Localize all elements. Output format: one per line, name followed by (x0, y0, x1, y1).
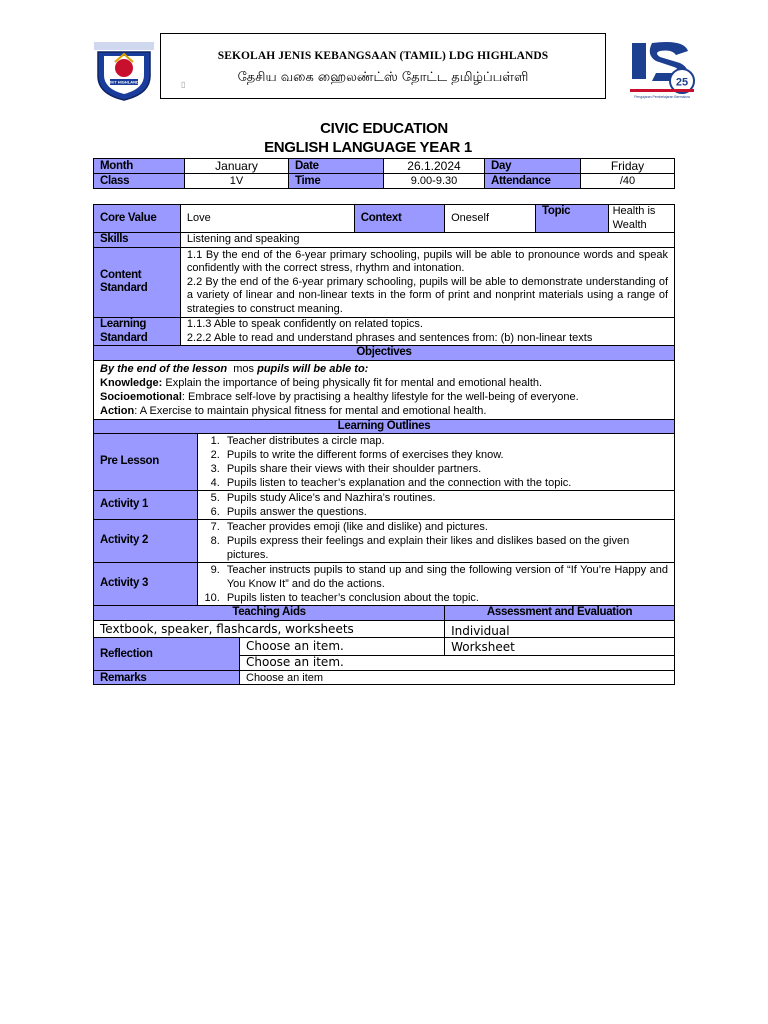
skills-label: Skills (94, 233, 181, 248)
date-value: 26.1.2024 (384, 159, 485, 174)
activity-3-label: Activity 3 (94, 563, 198, 606)
assessment-value-2: Worksheet (451, 639, 515, 654)
topic-value: Health is Wealth (612, 205, 656, 231)
core-value-label: Core Value (94, 205, 181, 233)
learning-standard-2: 2.2.2 Able to read and understand phrases and sentences from: (b) non-linear texts (186, 331, 593, 344)
objectives-heading: Objectives (94, 346, 675, 361)
list-item: 6. Pupils answer the questions. (210, 506, 367, 518)
action-text: : A Exercise to maintain physical fitness for mental and emotional health. (134, 404, 487, 417)
subject-title: CIVIC EDUCATION (320, 120, 448, 137)
skills-value: Listening and speaking (180, 233, 674, 248)
school-name-tamil: தேசிய வகை ஹைலண்ட்ஸ் தோட்ட தமிழ்ப்பள்ளி (237, 70, 529, 85)
lesson-table (93, 204, 675, 656)
teaching-aids-heading: Teaching Aids (94, 606, 445, 621)
list-item: 4. Pupils listen to teacher’s explanation and the connection with the topic. (210, 477, 572, 489)
logo-25-text: 25 (675, 76, 689, 89)
list-item: 3. Pupils share their views with their shoulder partners. (210, 463, 482, 475)
topic-value-cell (535, 205, 674, 233)
learning-outlines-heading: Learning Outlines (94, 419, 675, 434)
content-standard-1: 1.1 By the end of the 6-year primary schooling, pupils will be able to pronounce words and speak confidently with the correct stress, rhythm and intonation. (186, 248, 668, 274)
activity-3-steps (204, 563, 668, 605)
small-mark-icon: ▯ (181, 80, 186, 89)
list-item: 1. Teacher distributes a circle map. (210, 435, 385, 447)
activity-2-steps (204, 520, 668, 562)
list-item: 10. Pupils listen to teacher’s conclusion about the topic. (204, 592, 479, 604)
pre-lesson-label: Pre Lesson (94, 434, 198, 491)
socioemotional-label: Socioemotional (100, 390, 182, 403)
pre-lesson-steps (204, 434, 668, 490)
content-standard-2: 2.2 By the end of the 6-year primary schooling, pupils will be able to demonstrate understanding of a variety of linear and non-linear texts in the form of print and nonprint materials using a range of strategies to construct meaning. (186, 275, 668, 315)
day-value: Friday (581, 159, 675, 174)
school-crest (92, 40, 156, 102)
attendance-label: Attendance (485, 174, 581, 189)
month-label: Month (94, 159, 185, 174)
month-value: January (185, 159, 289, 174)
list-item: 5. Pupils study Alice’s and Nazhira’s routines. (210, 492, 436, 504)
context-label: Context (354, 205, 444, 233)
objectives-intro-c: pupils will be able to: (257, 362, 369, 375)
school-header-box (160, 33, 606, 99)
objectives-cell (94, 360, 675, 419)
assessment-value-1: Individual (451, 623, 510, 638)
knowledge-text: Explain the importance of being physically fit for mental and emotional health. (162, 376, 543, 389)
reflection-label: Reflection (94, 638, 240, 671)
action-label: Action (100, 404, 135, 417)
core-value: Love (180, 205, 354, 233)
class-title (0, 139, 768, 156)
date-label: Date (289, 159, 384, 174)
teaching-aids-value: Textbook, speaker, flashcards, worksheets (94, 620, 445, 655)
info-table (93, 158, 675, 189)
class-title-text: ENGLISH LANGUAGE YEAR 1 (264, 139, 472, 156)
context-value: Oneself (445, 205, 536, 233)
logo-caption: Pengajaran Pembelajaran Bermakna (634, 95, 690, 99)
assessment-heading: Assessment and Evaluation (445, 606, 675, 621)
crest-label: SJKT HIGHLANDS (106, 79, 142, 85)
anniversary-logo (626, 37, 698, 101)
objectives-intro-a: By the end of the lesson (100, 362, 228, 375)
learning-standard-1: 1.1.3 Able to speak confidently on related topics. (186, 318, 423, 330)
class-value: 1V (185, 174, 289, 189)
reflection-choice-1[interactable]: Choose an item. (246, 639, 344, 653)
learning-standard-label: Learning Standard (94, 318, 181, 346)
list-item: 9. Teacher instructs pupils to stand up and sing the following version of “If You’re Happy and You Know It” and do the actions. (210, 564, 668, 590)
reflection-choice-2[interactable]: Choose an item. (246, 655, 344, 669)
objectives-intro-b: mos (233, 362, 255, 375)
school-name: SEKOLAH JENIS KEBANGSAAN (TAMIL) LDG HIGHLANDS (217, 50, 549, 62)
remarks-label: Remarks (94, 671, 240, 685)
topic-label: Topic (536, 205, 609, 232)
activity-1-steps (204, 491, 668, 519)
socioemotional-text: : Embrace self-love by practising a healthy lifestyle for the well-being of everyone. (181, 390, 579, 403)
activity-2-label: Activity 2 (94, 520, 198, 563)
reflection-table (93, 637, 675, 685)
list-item: 7. Teacher provides emoji (like and dislike) and pictures. (210, 521, 488, 533)
content-standard-label: Content Standard (94, 247, 181, 318)
knowledge-label: Knowledge: (100, 376, 163, 389)
remarks-choice[interactable]: Choose an item (240, 671, 675, 685)
class-label: Class (94, 174, 185, 189)
time-label: Time (289, 174, 384, 189)
attendance-value: /40 (581, 174, 675, 189)
time-value: 9.00-9.30 (384, 174, 485, 189)
activity-1-label: Activity 1 (94, 491, 198, 520)
day-label: Day (485, 159, 581, 174)
list-item: 2. Pupils to write the different forms of exercises they know. (210, 449, 504, 461)
list-item: 8. Pupils express their feelings and explain their likes and dislikes based on the given pictures. (210, 535, 630, 561)
